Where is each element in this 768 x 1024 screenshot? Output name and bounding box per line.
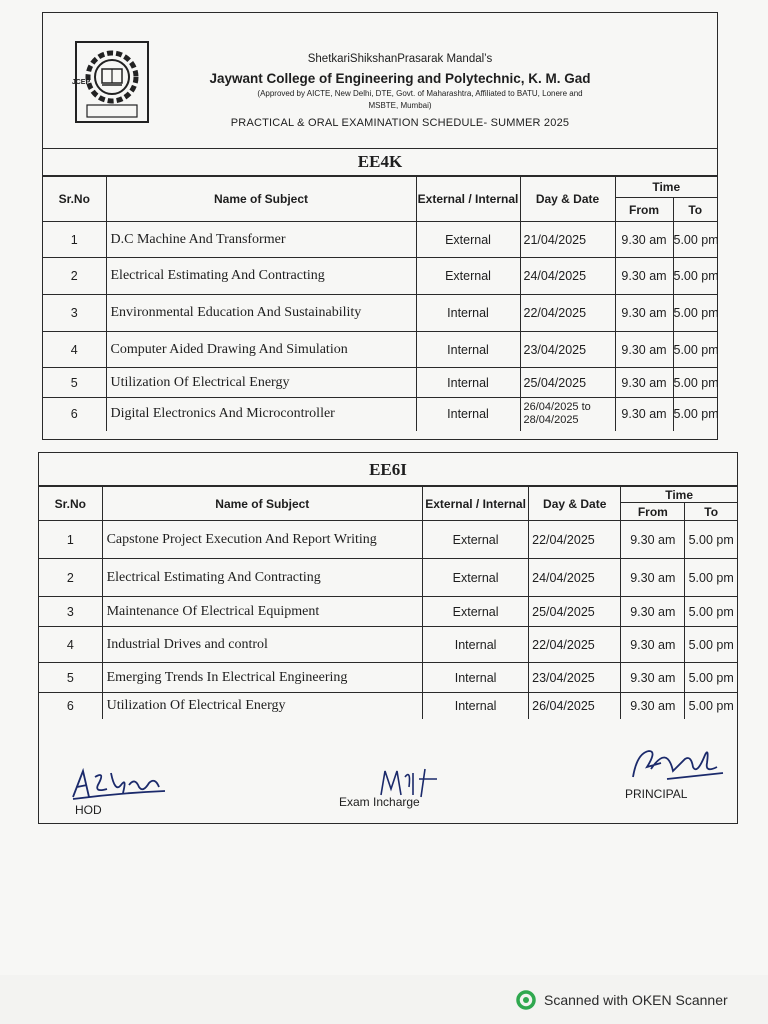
exam-type-cell: Internal (416, 332, 520, 368)
exam-type-cell: External (416, 222, 520, 258)
column-header-ext-int: External / Internal (423, 487, 529, 521)
column-header-from: From (615, 198, 673, 222)
exam-type-cell: Internal (416, 398, 520, 431)
table-row (39, 559, 737, 597)
date-cell: 25/04/2025 (520, 368, 615, 398)
time-from-cell: 9.30 am (621, 627, 685, 663)
column-header-to: To (685, 503, 737, 521)
subject-cell: Environmental Education And Sustainability (106, 295, 416, 332)
table-row (39, 627, 737, 663)
schedule-box-ee4k (42, 12, 718, 440)
exam-type-cell: Internal (423, 693, 529, 719)
date-cell: 26/04/2025 to 28/04/2025 (520, 398, 615, 431)
time-from-cell: 9.30 am (621, 597, 685, 627)
schedule-table-ee4k (43, 176, 717, 431)
column-header-to: To (673, 198, 717, 222)
table-row (43, 295, 717, 332)
college-name: Jaywant College of Engineering and Polytechnic, K. M. Gad (209, 71, 591, 86)
subject-cell: Digital Electronics And Microcontroller (106, 398, 416, 431)
table-row (39, 693, 737, 719)
sr-no-cell: 3 (43, 295, 106, 332)
table-header-row (43, 177, 717, 198)
subject-cell: Utilization Of Electrical Energy (102, 693, 422, 719)
date-cell: 22/04/2025 (520, 295, 615, 332)
approval-line-2: MSBTE, Mumbai) (368, 101, 432, 110)
time-from-cell: 9.30 am (621, 693, 685, 719)
table-row (43, 368, 717, 398)
time-to-cell: 5.00 pm (673, 258, 717, 295)
date-cell: 21/04/2025 (520, 222, 615, 258)
column-header-day-date: Day & Date (520, 177, 615, 222)
time-to-cell: 5.00 pm (685, 627, 737, 663)
table-row (39, 597, 737, 627)
exam-type-cell: Internal (416, 368, 520, 398)
time-to-cell: 5.00 pm (685, 663, 737, 693)
exam-type-cell: Internal (416, 295, 520, 332)
time-from-cell: 9.30 am (615, 368, 673, 398)
subject-cell: Electrical Estimating And Contracting (106, 258, 416, 295)
time-to-cell: 5.00 pm (673, 368, 717, 398)
date-cell: 24/04/2025 (529, 559, 621, 597)
section-title-ee4k: EE4K (43, 149, 717, 176)
subject-cell: Maintenance Of Electrical Equipment (102, 597, 422, 627)
sr-no-cell: 4 (39, 627, 102, 663)
subject-cell: Utilization Of Electrical Energy (106, 368, 416, 398)
time-to-cell: 5.00 pm (685, 597, 737, 627)
date-cell: 25/04/2025 (529, 597, 621, 627)
subject-cell: Capstone Project Execution And Report Writing (102, 521, 422, 559)
time-from-cell: 9.30 am (615, 222, 673, 258)
table-row (43, 258, 717, 295)
principal-label: PRINCIPAL (625, 787, 688, 801)
column-header-srno: Sr.No (39, 487, 102, 521)
column-header-day-date: Day & Date (529, 487, 621, 521)
sr-no-cell: 2 (39, 559, 102, 597)
time-from-cell: 9.30 am (621, 521, 685, 559)
table-row (43, 398, 717, 431)
scanner-watermark (516, 990, 728, 1010)
time-from-cell: 9.30 am (621, 663, 685, 693)
time-to-cell: 5.00 pm (673, 295, 717, 332)
scanner-text: Scanned with OKEN Scanner (544, 992, 728, 1008)
column-header-subject: Name of Subject (102, 487, 422, 521)
exam-type-cell: External (423, 597, 529, 627)
time-to-cell: 5.00 pm (673, 222, 717, 258)
date-cell: 22/04/2025 (529, 627, 621, 663)
sr-no-cell: 1 (43, 222, 106, 258)
sr-no-cell: 2 (43, 258, 106, 295)
subject-cell: D.C Machine And Transformer (106, 222, 416, 258)
table-row (43, 222, 717, 258)
society-name: ShetkariShikshanPrasarak Mandal’s (307, 53, 493, 65)
time-to-cell: 5.00 pm (685, 559, 737, 597)
exam-type-cell: External (423, 559, 529, 597)
subject-cell: Electrical Estimating And Contracting (102, 559, 422, 597)
column-header-ext-int: External / Internal (416, 177, 520, 222)
time-from-cell: 9.30 am (615, 332, 673, 368)
column-header-subject: Name of Subject (106, 177, 416, 222)
subject-cell: Industrial Drives and control (102, 627, 422, 663)
approval-line-1: (Approved by AICTE, New Delhi, DTE, Govt. of Maharashtra, Affiliated to BATU, Lonere and (257, 89, 583, 98)
subject-cell: Emerging Trends In Electrical Engineering (102, 663, 422, 693)
time-from-cell: 9.30 am (621, 559, 685, 597)
schedule-box-ee6i (38, 452, 738, 824)
sr-no-cell: 4 (43, 332, 106, 368)
time-to-cell: 5.00 pm (673, 398, 717, 431)
sr-no-cell: 6 (39, 693, 102, 719)
sr-no-cell: 1 (39, 521, 102, 559)
date-cell: 26/04/2025 (529, 693, 621, 719)
table-row (39, 663, 737, 693)
table-row (39, 521, 737, 559)
logo-text: JCEP (71, 79, 91, 86)
sr-no-cell: 6 (43, 398, 106, 431)
exam-type-cell: Internal (423, 627, 529, 663)
principal-signature-icon (627, 743, 737, 787)
date-cell: 23/04/2025 (520, 332, 615, 368)
column-header-from: From (621, 503, 685, 521)
hod-signature-icon (69, 763, 169, 803)
time-to-cell: 5.00 pm (673, 332, 717, 368)
exam-type-cell: Internal (423, 663, 529, 693)
section-title-ee6i: EE6I (39, 453, 737, 486)
exam-incharge-label: Exam Incharge (339, 795, 420, 809)
hod-label: HOD (75, 803, 102, 817)
sr-no-cell: 3 (39, 597, 102, 627)
time-from-cell: 9.30 am (615, 258, 673, 295)
date-cell: 24/04/2025 (520, 258, 615, 295)
schedule-table-ee6i (39, 486, 737, 719)
sr-no-cell: 5 (43, 368, 106, 398)
table-row (43, 332, 717, 368)
column-header-srno: Sr.No (43, 177, 106, 222)
time-from-cell: 9.30 am (615, 295, 673, 332)
exam-type-cell: External (423, 521, 529, 559)
time-to-cell: 5.00 pm (685, 693, 737, 719)
date-cell: 22/04/2025 (529, 521, 621, 559)
time-to-cell: 5.00 pm (685, 521, 737, 559)
sr-no-cell: 5 (39, 663, 102, 693)
table-header-row (39, 487, 737, 503)
date-cell: 23/04/2025 (529, 663, 621, 693)
column-header-time: Time (615, 177, 717, 198)
time-from-cell: 9.30 am (615, 398, 673, 431)
oken-scanner-icon (516, 990, 536, 1010)
column-header-time: Time (621, 487, 737, 503)
subject-cell: Computer Aided Drawing And Simulation (106, 332, 416, 368)
document-header (43, 13, 717, 149)
schedule-title: PRACTICAL & ORAL EXAMINATION SCHEDULE- SUMMER 2025 (230, 117, 570, 129)
exam-type-cell: External (416, 258, 520, 295)
